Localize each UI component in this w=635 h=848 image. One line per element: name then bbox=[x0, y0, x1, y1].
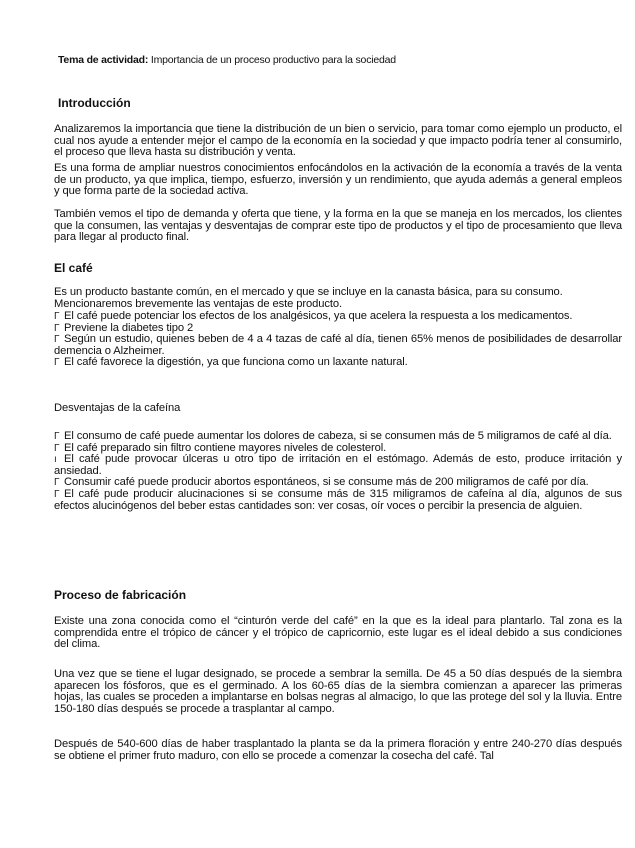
bullet-mark: Γ bbox=[54, 322, 60, 334]
coffee-heading: El café bbox=[54, 261, 93, 275]
disadvantage-item: Γ El café preparado sin filtro contiene mayores niveles de colesterol. bbox=[54, 441, 387, 454]
process-paragraph-3: Después de 540-600 días de haber trasplantado la planta se da la primera floración y entre 240-270 días después se obtiene el primer fruto maduro, con ello se procede a comenzar la cosecha del café. Tal bbox=[54, 738, 622, 762]
intro-heading: Introducción bbox=[58, 96, 131, 110]
advantage-item: Γ Previene la diabetes tipo 2 bbox=[54, 321, 194, 334]
advantages-list bbox=[54, 311, 622, 369]
bullet-mark: Γ bbox=[54, 488, 60, 500]
advantage-item: Γ Según un estudio, quienes beben de 4 a 4 tazas de café al día, tienen 65% menos de posibilidades de desarrollar demencia o Alzheimer. bbox=[54, 333, 622, 357]
activity-label: Tema de actividad: bbox=[58, 54, 149, 66]
bullet-mark: Γ bbox=[54, 357, 60, 369]
coffee-paragraph-1: Es un producto bastante común, en el mercado y que se incluye en la canasta básica, para su consumo. bbox=[54, 286, 563, 298]
activity-title: Importancia de un proceso productivo para la sociedad bbox=[150, 54, 396, 66]
bullet-mark: ı bbox=[54, 454, 57, 466]
disadvantage-item: ı El café pude provocar úlceras u otro tipo de irritación en el estómago. Además de esto, produce irritación y ansiedad. bbox=[54, 453, 622, 477]
disadvantage-item: Γ El consumo de café puede aumentar los dolores de cabeza, si se consumen más de 5 miligramos de café al día. bbox=[54, 430, 612, 442]
process-paragraph-1: Existe una zona conocida como el “cinturón verde del café” en la que es la ideal para plantarlo. Tal zona es la comprendida entre el trópico de cáncer y el trópico de capricornio, este lugar es el ideal debido a sus condiciones del clima. bbox=[54, 615, 622, 651]
process-paragraph-2: Una vez que se tiene el lugar designado, se procede a sembrar la semilla. De 45 a 50 días después de la siembra aparecen los fósforos, que es el germinado. A los 60-65 días de la siembra comienzan a aparecer las primeras hojas, las cuales se proceden a implantarse en bolsas negras al almacigo, lo que las protege del sol y la lluvia. Entre 150-180 días después se procede a trasplantar al campo. bbox=[54, 668, 622, 715]
advantage-item: Γ El café favorece la digestión, ya que funciona como un laxante natural. bbox=[54, 356, 408, 369]
bullet-mark: Γ bbox=[54, 311, 60, 322]
disadvantage-item: Γ El café pude producir alucinaciones si se consume más de 315 miligramos de cafeína al día, algunos de sus efectos alucinógenos del beber estas cantidades son: ver cosas, oír voces o percibir la presencia de alguien. bbox=[54, 487, 622, 512]
intro-paragraph-3: También vemos el tipo de demanda y oferta que tiene, y la forma en la que se maneja en los mercados, los clientes que la consumen, las ventajas y desventajas de comprar este tipo de productos y el tipo de procesamiento que lleva para llegar al producto final. bbox=[54, 208, 622, 244]
disadvantages-title: Desventajas de la cafeína bbox=[54, 402, 181, 414]
bullet-mark: Γ bbox=[54, 477, 60, 489]
process-heading: Proceso de fabricación bbox=[54, 588, 187, 602]
bullet-mark: Γ bbox=[54, 442, 60, 454]
disadvantages-list bbox=[54, 431, 622, 512]
bullet-mark: Γ bbox=[54, 431, 60, 442]
coffee-paragraph-2: Mencionaremos brevemente las ventajas de este producto. bbox=[54, 298, 343, 310]
advantage-item: Γ El café puede potenciar los efectos de los analgésicos, ya que acelera la respuesta a los medicamentos. bbox=[54, 310, 573, 322]
activity-topic bbox=[58, 54, 396, 66]
intro-paragraph-1: Analizaremos la importancia que tiene la distribución de un bien o servicio, para tomar como ejemplo un producto, el cual nos ayude a entender mejor el campo de la economía en la sociedad y que impacto podría tener al consumirlo, el proceso que lleva hasta su distribución y venta. bbox=[54, 123, 622, 159]
bullet-mark: Γ bbox=[54, 334, 60, 346]
disadvantage-item: Γ Consumir café puede producir abortos espontáneos, si se consume más de 200 miligramos de café por día. bbox=[54, 476, 589, 489]
intro-paragraph-2: Es una forma de ampliar nuestros conocimientos enfocándolos en la activación de la economía a través de la venta de un producto, ya que implica, tiempo, esfuerzo, inversión y un rendimiento, que ayuda además a general empleos y que forma parte de la sociedad activa. bbox=[54, 162, 622, 198]
